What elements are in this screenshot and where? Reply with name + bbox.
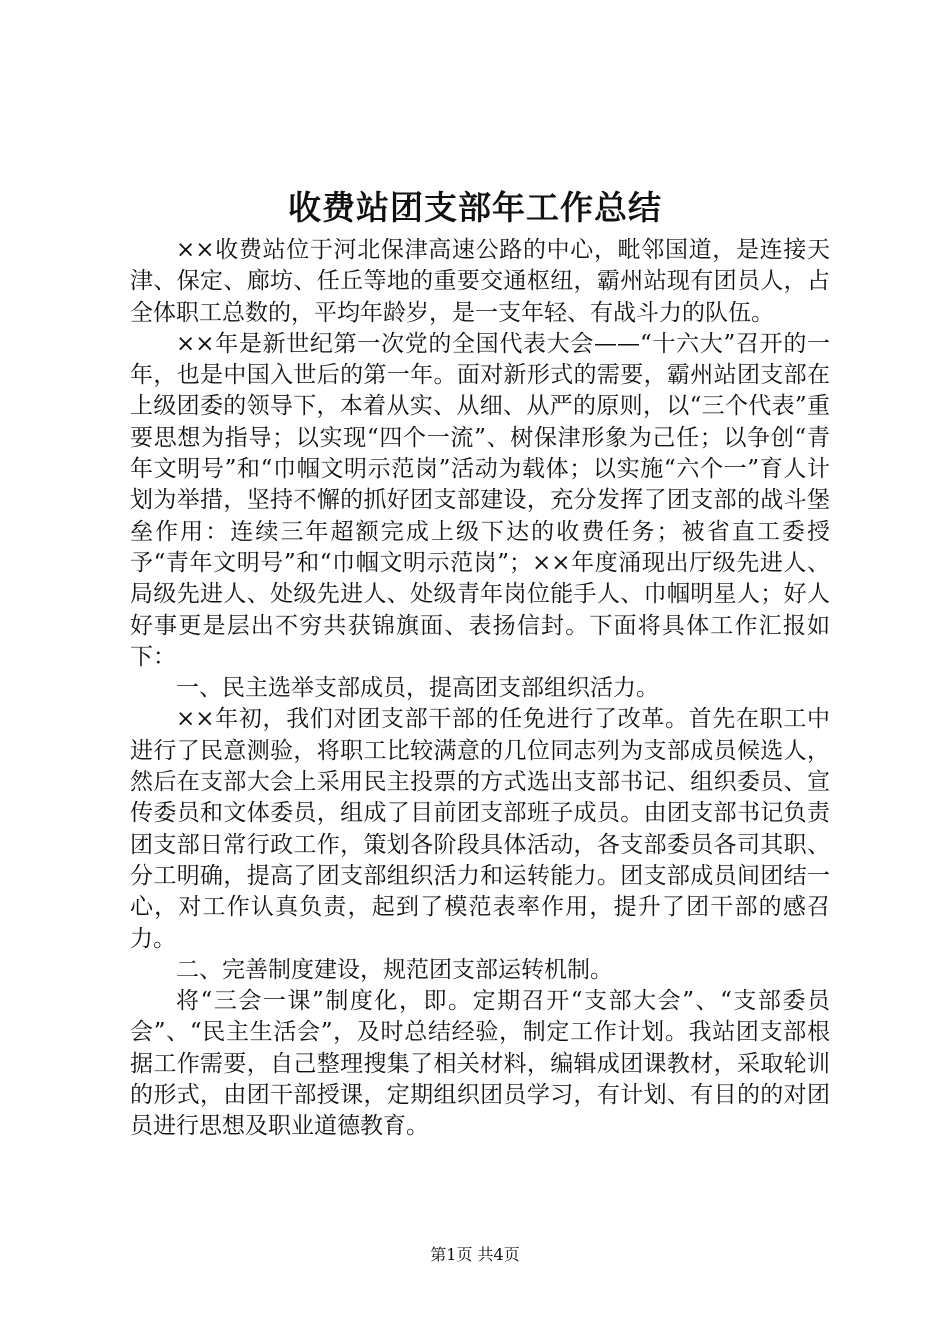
document-body (130, 235, 830, 1143)
page-footer: 第1页 共4页 (430, 1245, 520, 1264)
paragraph-section-2: 将“三会一课”制度化，即。定期召开“支部大会”、“支部委员会”、“民主生活会”，及时总结经验，制定工作计划。我站团支部根据工作需要，自己整理搜集了相关材料，编辑成团课教材，采取轮训的形式，由团干部授课，定期组织团员学习，有计划、有目的的对团员进行思想及职业道德教育。 (130, 988, 830, 1140)
paragraph-overview: ××年是新世纪第一次党的全国代表大会——“十六大”召开的一年，也是中国入世后的第一年。面对新形式的需要，霸州站团支部在上级团委的领导下，本着从实、从细、从严的原则，以“三个代表”重要思想为指导；以实现“四个一流”、树保津形象为己任；以争创“青年文明号”和“巾帼文明示范岗”活动为载体；以实施“六个一”育人计划为举措，坚持不懈的抓好团支部建设，充分发挥了团支部的战斗堡垒作用：连续三年超额完成上级下达的收费任务；被省直工委授予“青年文明号”和“巾帼文明示范岗”；××年度涌现出厅级先进人、局级先进人、处级先进人、处级青年岗位能手人、巾帼明星人；好人好事更是层出不穷共获锦旗面、表扬信封。下面将具体工作汇报如下： (130, 330, 830, 670)
section-heading-2: 二、完善制度建设，规范团支部运转机制。 (176, 956, 613, 983)
section-heading-1: 一、民主选举支部成员，提高团支部组织活力。 (176, 675, 659, 702)
paragraph-intro: ××收费站位于河北保津高速公路的中心，毗邻国道，是连接天津、保定、廊坊、任丘等地的重要交通枢纽，霸州站现有团员人，占全体职工总数的，平均年龄岁，是一支年轻、有战斗力的队伍。 (130, 237, 830, 326)
paragraph-section-1: ××年初，我们对团支部干部的任免进行了改革。首先在职工中进行了民意测验，将职工比较满意的几位同志列为支部成员候选人，然后在支部大会上采用民主投票的方式选出支部书记、组织委员、宣传委员和文体委员，组成了目前团支部班子成员。由团支部书记负责团支部日常行政工作，策划各阶段具体活动，各支部委员各司其职、分工明确，提高了团支部组织活力和运转能力。团支部成员间团结一心，对工作认真负责，起到了模范表率作用，提升了团干部的感召力。 (130, 706, 830, 952)
document-title: 收费站团支部年工作总结 (288, 188, 662, 227)
